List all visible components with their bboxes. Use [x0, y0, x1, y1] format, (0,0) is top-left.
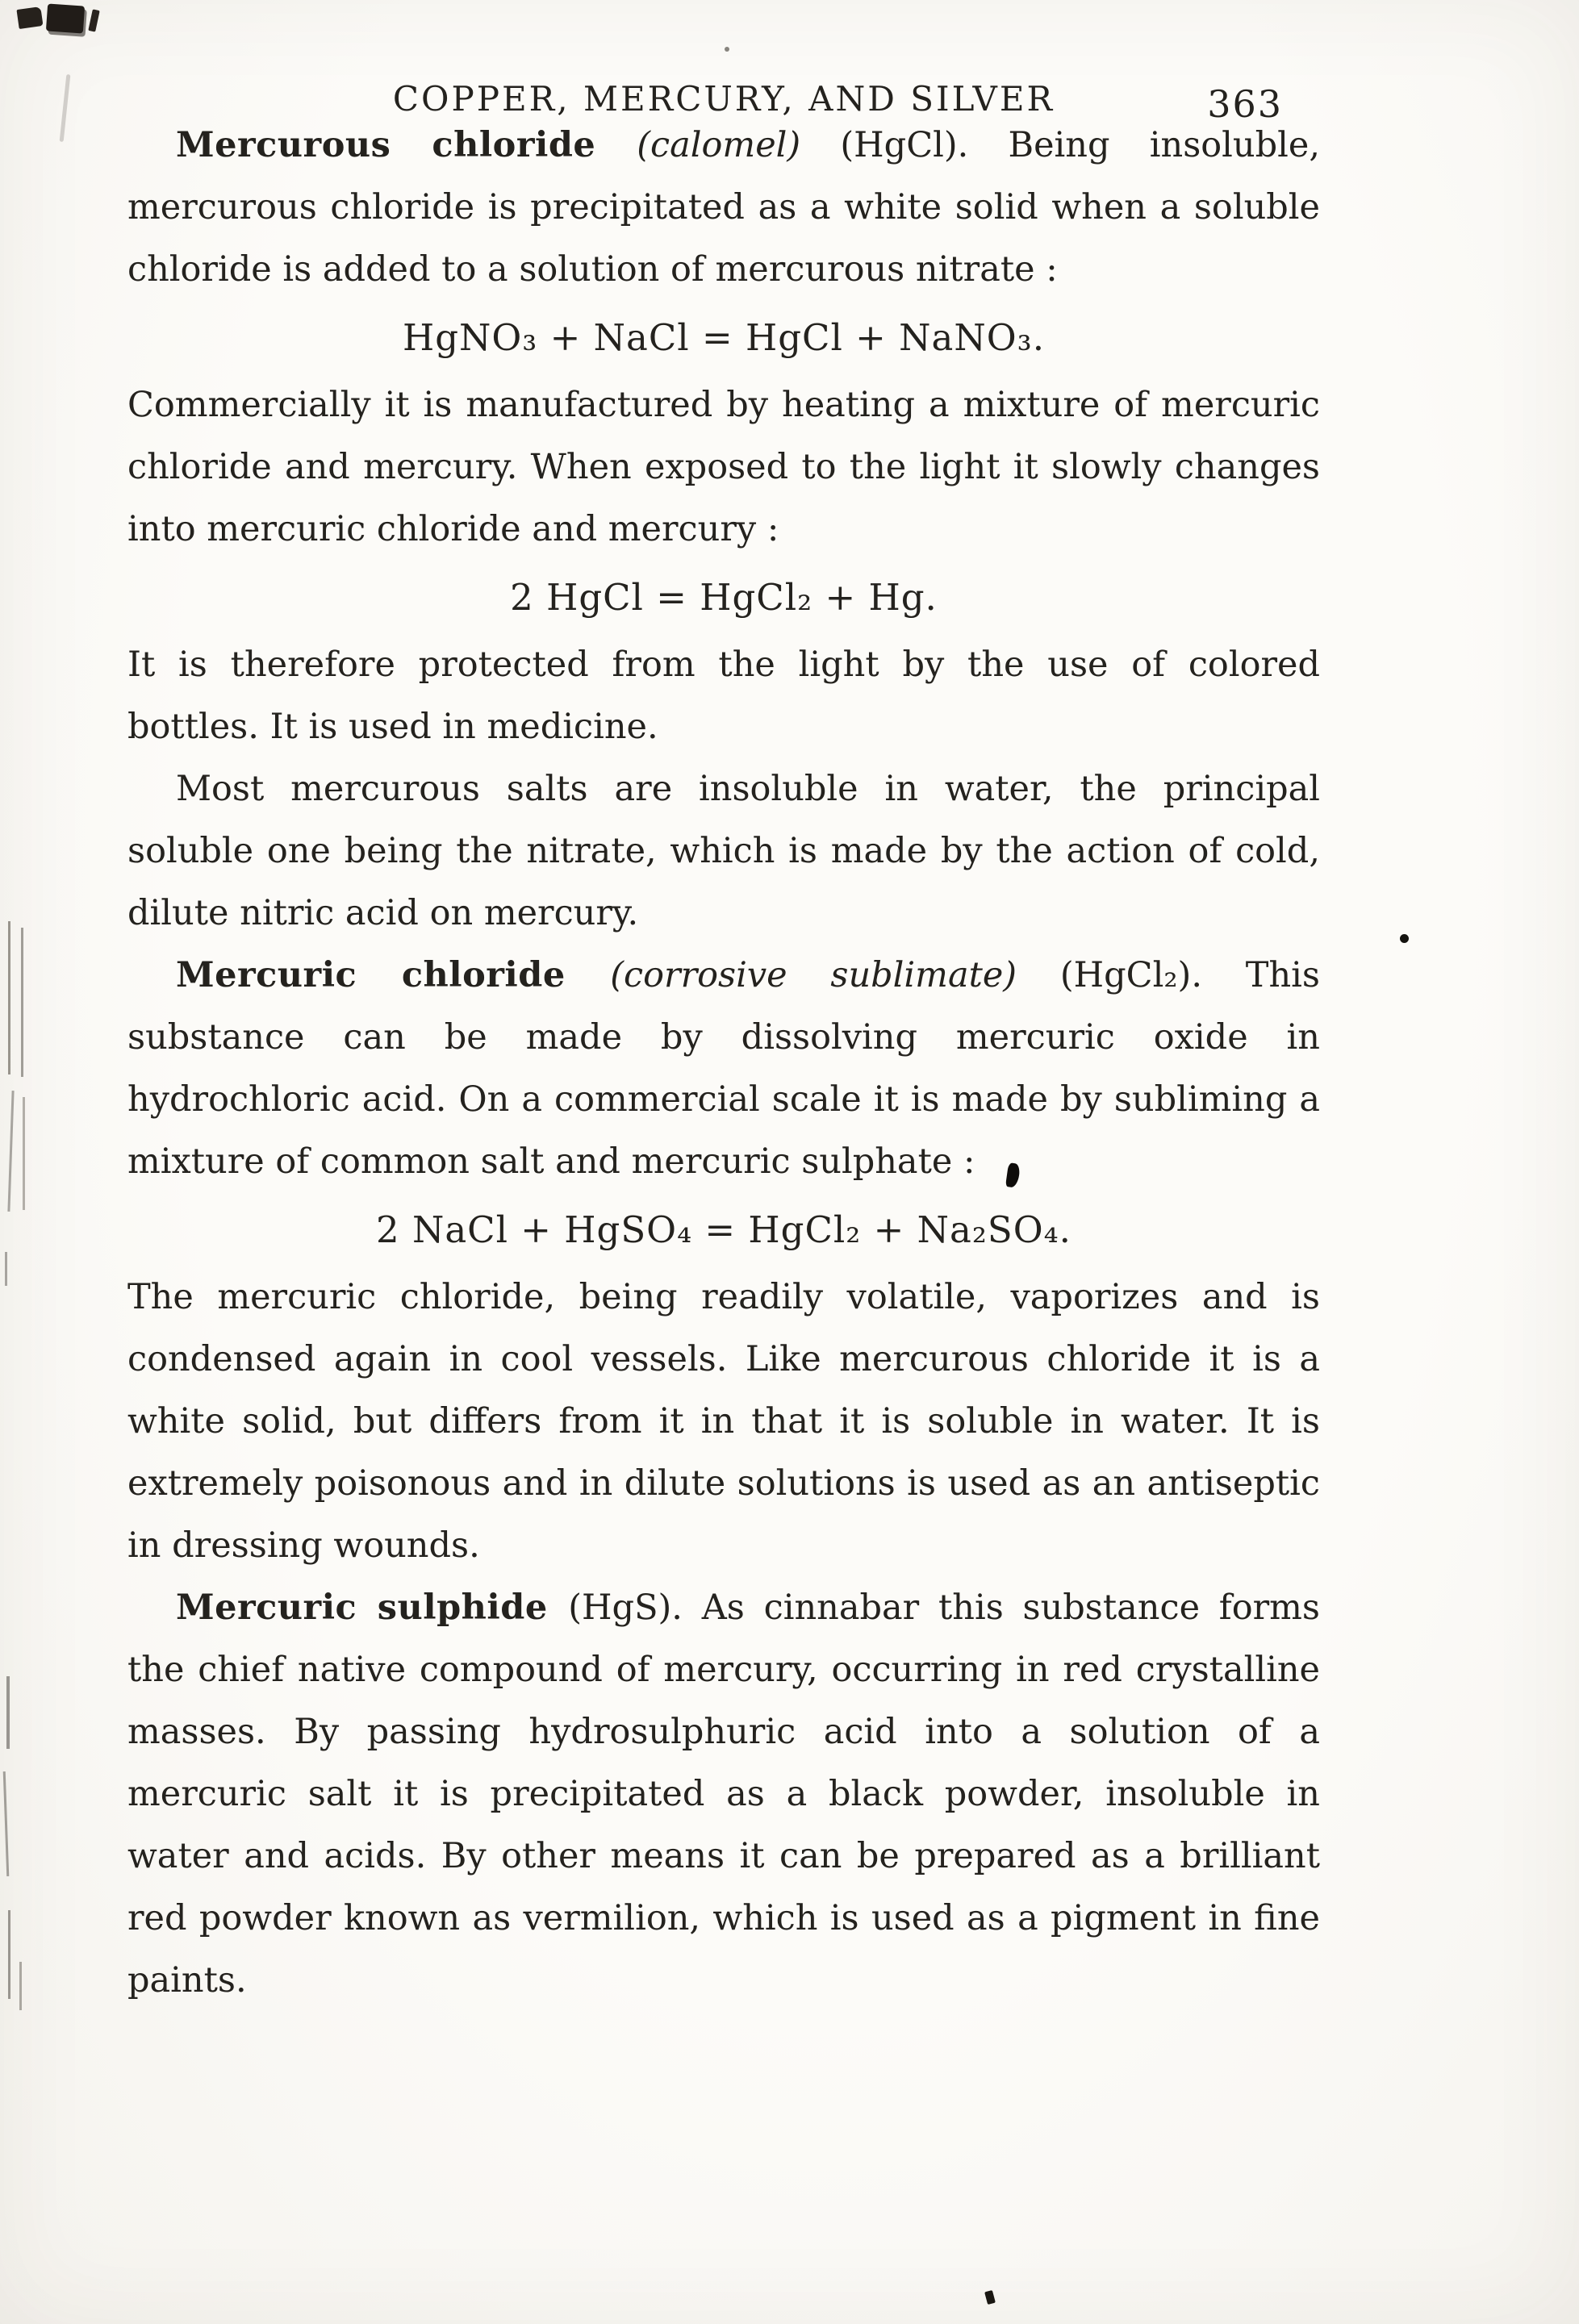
scan-artifact-corner	[46, 3, 85, 33]
page-number: 363	[1207, 82, 1283, 126]
paragraph-commercial-manufacture	[127, 374, 1320, 561]
paragraph-volatile-vaporizes	[127, 1266, 1320, 1577]
text-segment: (HgS). As cinnabar this substance forms the chief native compound of mercury, occurring in red crystalline masses. By passing hydrosulphuric acid into a solution of a mercuric salt it is precipitated as a black powder, insoluble in water and acids. By other means it can be prepared as a brilliant red powder known as vermilion, which is used as a pigment in fine paints.	[127, 1588, 1320, 2001]
scan-artifact-dot	[1400, 934, 1409, 943]
scan-artifact-margin-line	[3, 1771, 10, 1876]
equation-mercurous-nitrate: HgNO₃ + NaCl = HgCl + NaNO₃.	[402, 316, 1045, 359]
scan-artifact-margin-line	[8, 921, 10, 1074]
scan-artifact-margin-line	[5, 1252, 7, 1286]
text-segment: It is therefore protected from the light by the use of colored bottles. It is used in medicine.	[127, 645, 1320, 747]
paragraph-mercurous-chloride	[127, 115, 1320, 301]
scan-artifact-smudge	[60, 74, 71, 142]
scan-artifact-margin-line	[19, 1962, 22, 2010]
text-segment: Mercuric chloride	[176, 955, 611, 995]
scan-artifact-corner	[88, 9, 99, 31]
text-segment: Mercuric sulphide	[176, 1588, 569, 1628]
text-segment: (HgCl). Being insoluble, mercurous chloride is precipitated as a white solid when a soluble chloride is added to a solution of mercurous nitrate :	[127, 125, 1320, 290]
text-segment: The mercuric chloride, being readily volatile, vaporizes and is condensed again in cool vessels. Like mercurous chloride it is a white solid, but differs from it in that it is soluble in water. It is extremely poisonous and in dilute solutions is used as an antiseptic in dressing wounds.	[127, 1277, 1320, 1566]
scan-artifact-dot	[725, 47, 729, 52]
scan-artifact-margin-line	[6, 1676, 10, 1749]
paragraph-mercuric-chloride	[127, 945, 1320, 1193]
scan-artifact-margin-line	[21, 928, 23, 1077]
paragraph-mercuric-sulphide	[127, 1577, 1320, 2012]
page-header	[127, 79, 1320, 126]
text-segment: (HgCl₂). This substance can be made by dissolving mercuric oxide in hydrochloric acid. On a commercial scale it is made by subliming a mixture of common salt and mercuric sulphate :	[127, 955, 1320, 1182]
scan-artifact-margin-line	[7, 1091, 14, 1212]
scan-artifact-corner	[16, 6, 43, 29]
text-segment: Most mercurous salts are insoluble in water, the principal soluble one being the nitrate, which is made by the action of cold, dilute nitric acid on mercury.	[127, 769, 1320, 933]
text-segment: Mercurous chloride	[176, 125, 637, 165]
text-segment: Commercially it is manufactured by heating a mixture of mercuric chloride and mercury. When exposed to the light it slowly changes into mercuric chloride and mercury :	[127, 385, 1320, 549]
running-head-title: COPPER, MERCURY, AND SILVER	[392, 79, 1055, 119]
equation-mercuric-sulphate: 2 NaCl + HgSO₄ = HgCl₂ + Na₂SO₄.	[376, 1208, 1071, 1251]
page-body	[127, 115, 1320, 2012]
text-segment: (calomel)	[637, 125, 801, 165]
equation-calomel-decomposition: 2 HgCl = HgCl₂ + Hg.	[510, 576, 938, 619]
scan-artifact-mark	[984, 2290, 996, 2305]
scan-artifact-margin-line	[8, 1910, 10, 1999]
text-segment: (corrosive sublimate)	[610, 955, 1017, 995]
paragraph-colored-bottles	[127, 634, 1320, 758]
paragraph-mercurous-salts	[127, 758, 1320, 945]
scan-artifact-margin-line	[23, 1097, 25, 1210]
